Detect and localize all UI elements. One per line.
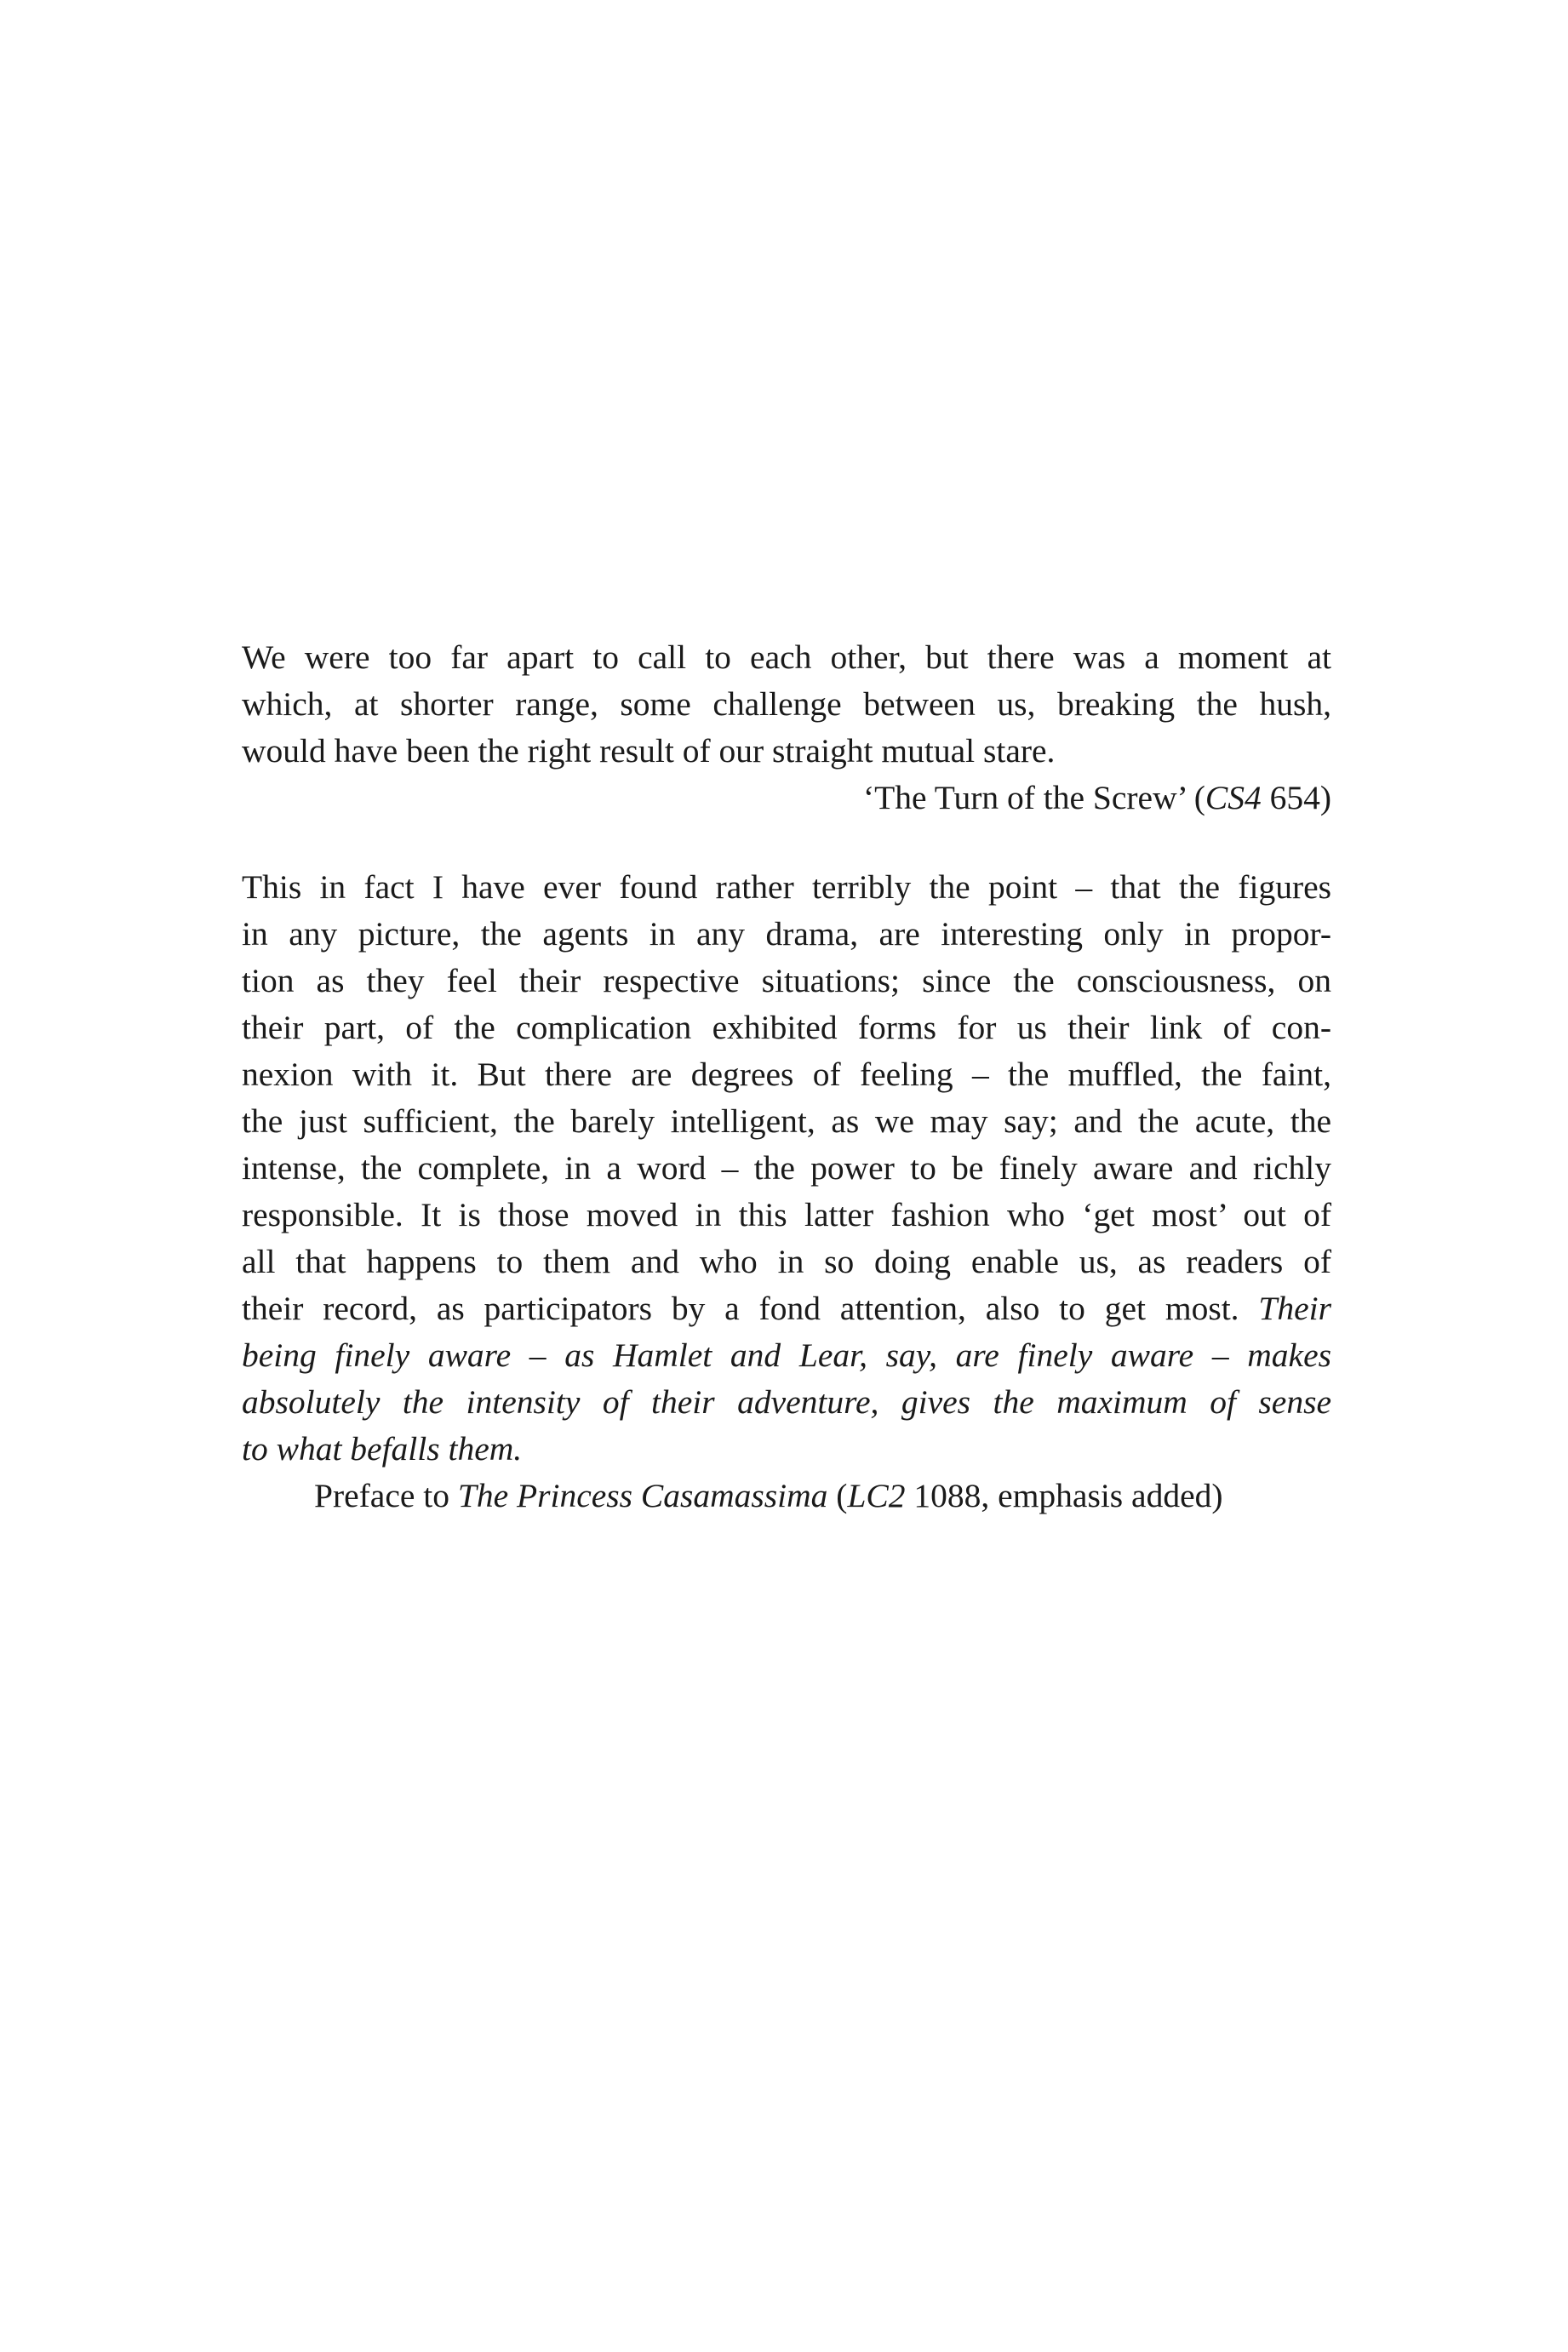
attribution-prefix: Preface to xyxy=(314,1477,458,1514)
quote-line: We were too far apart to call to each other, but there was a moment at xyxy=(242,638,1331,676)
attribution-source: LC2 xyxy=(847,1477,906,1514)
quote-line-mixed xyxy=(242,1285,1331,1332)
attribution-title: ‘The Turn of the Screw’ xyxy=(862,779,1186,816)
attribution-page: 1088, emphasis added) xyxy=(905,1477,1223,1514)
attribution xyxy=(242,775,1331,821)
quote-emphasis-line: absolutely the intensity of their adventure, gives the maximum of sense xyxy=(242,1383,1331,1421)
quote-line: tion as they feel their respective situations; since the consciousness, on xyxy=(242,962,1331,999)
attribution xyxy=(242,1473,1331,1519)
quote-line: in any picture, the agents in any drama, are interesting only in propor- xyxy=(242,915,1331,953)
quote-emphasis-line: to what befalls them. xyxy=(242,1430,523,1468)
quote-line: their part, of the complication exhibited forms for us their link of con- xyxy=(242,1009,1331,1046)
attribution-paren: ( xyxy=(827,1477,848,1514)
attribution-source: CS4 xyxy=(1205,779,1262,816)
quote-line: the just sufficient, the barely intelligent, as we may say; and the acute, the xyxy=(242,1102,1331,1140)
quote-emphasis-line: being finely aware – as Hamlet and Lear, say, are finely aware – makes xyxy=(242,1336,1331,1374)
attribution-work-title: The Princess Casamassima xyxy=(457,1477,828,1514)
quote-line: would have been the right result of our straight mutual stare. xyxy=(242,732,1056,770)
quote-line: nexion with it. But there are degrees of feeling – the muffled, the faint, xyxy=(242,1056,1331,1093)
quote-line: intense, the complete, in a word – the power to be finely aware and richly xyxy=(242,1149,1331,1187)
quote-line: responsible. It is those moved in this latter fashion who ‘get most’ out of xyxy=(242,1196,1331,1233)
quote-line: which, at shorter range, some challenge between us, breaking the hush, xyxy=(242,685,1331,723)
quote-roman-part: their record, as participators by a fond attention, also to get most. xyxy=(242,1290,1259,1327)
epigraph-turn-of-the-screw xyxy=(242,634,1331,821)
quote-emphasis-part: Their xyxy=(1258,1290,1331,1327)
attribution-paren: ( xyxy=(1185,779,1205,816)
quote-line: all that happens to them and who in so doing enable us, as readers of xyxy=(242,1243,1331,1280)
quote-line: This in fact I have ever found rather terribly the point – that the figures xyxy=(242,868,1331,906)
attribution-page: 654) xyxy=(1261,779,1331,816)
epigraph-princess-casamassima xyxy=(242,864,1331,1519)
